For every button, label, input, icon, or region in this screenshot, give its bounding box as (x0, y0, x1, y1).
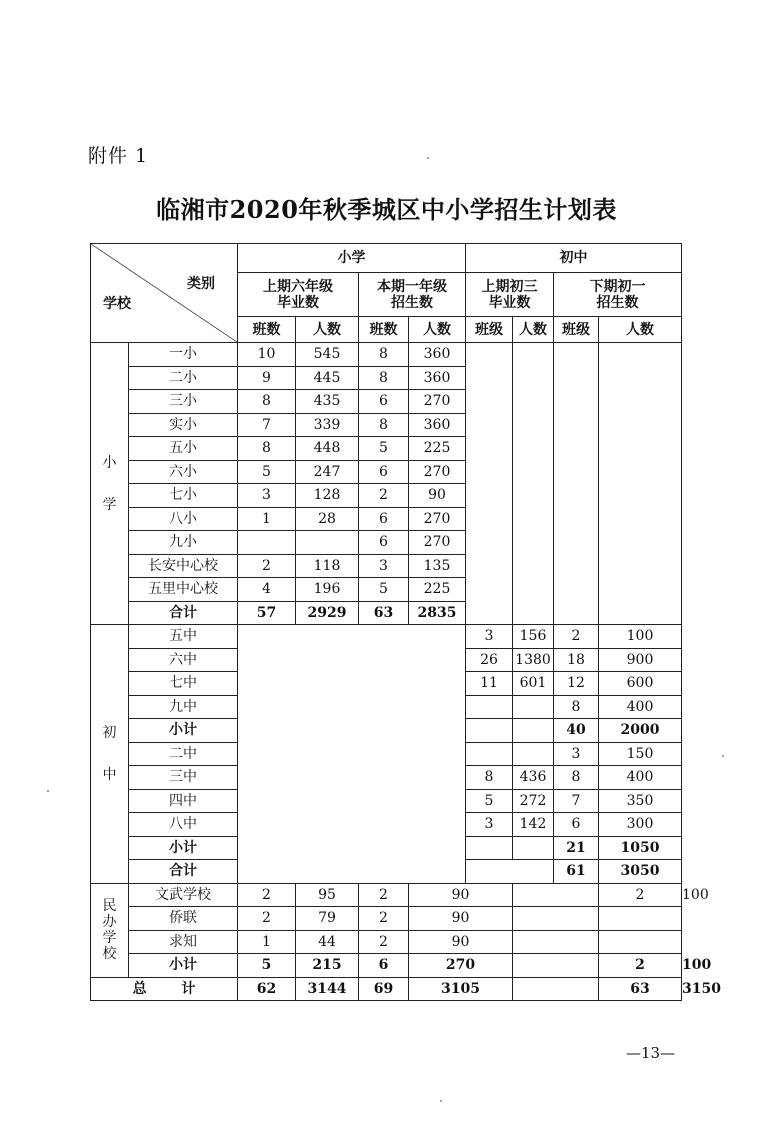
cell: 8 (238, 437, 296, 461)
school-name: 七小 (129, 484, 238, 508)
section-label-char: 办 (102, 914, 117, 930)
cell: 61 (554, 860, 599, 884)
header-group-g1-enrollment (359, 273, 466, 317)
header-line: 本期一年级 (377, 278, 447, 295)
cell: 2 (599, 883, 682, 907)
cell: 3 (554, 742, 599, 766)
cell: 9 (238, 366, 296, 390)
cell: 3 (359, 554, 409, 578)
enrollment-plan-table: 类别 学校 小学 初中 上期六年级 毕业数 本期一年级 招生数 上期初三 毕业数 下期初一 招生数 班数 人数 班数 人数 班级 人数 班级 人数 小 学 一小 10 545 8 360 二小 9 445 8 360 三小 8 435 6 270 实小 7 339 8 360 五小 8 448 5 225 六小 5 247 6 270 七小 3 128 2 90 八小 1 28 6 270 九小 6 270 长安中心校 2 118 3 135 五里中心校 4 196 5 225 合计 57 2929 63 2835 初 中 五中 3 156 2 100 六中 26 1380 18 900 七中 11 601 12 600 九中 8 400 小计 40 2000 二中 3 150 三中 8 436 8 400 四中 5 272 7 350 八中 3 142 6 300 小计 21 1050 合计 61 3050 民 办 学 校 文武学校 2 95 2 90 2 100 侨联 2 79 2 90 求知 1 44 2 90 小计 5 215 6 270 2 100 总 计 62 3144 69 3105 63 3150 (90, 243, 682, 1001)
scan-speck (427, 157, 429, 159)
empty-cell (466, 836, 513, 860)
cell: 3105 (409, 977, 513, 1001)
section-label-char: 校 (102, 946, 117, 962)
page-number: —13— (626, 1044, 676, 1062)
cell: 900 (599, 648, 682, 672)
cell: 142 (513, 813, 554, 837)
cell: 79 (296, 907, 359, 931)
cell: 6 (359, 954, 409, 978)
school-name: 长安中心校 (129, 554, 238, 578)
subheader-cell: 人数 (599, 317, 682, 343)
section-label-primary (91, 343, 129, 625)
section-label-private (91, 883, 129, 977)
section-label-char: 民 (102, 898, 117, 914)
cell: 156 (513, 625, 554, 649)
header-line: 毕业数 (488, 294, 531, 311)
school-name: 七中 (129, 672, 238, 696)
cell: 8 (238, 390, 296, 414)
grand-total-row: 总 计 62 3144 69 3105 63 3150 (91, 977, 682, 1001)
school-name: 二小 (129, 366, 238, 390)
cell: 95 (296, 883, 359, 907)
cell: 448 (296, 437, 359, 461)
subheader-cell: 班数 (359, 317, 409, 343)
cell: 3050 (599, 860, 682, 884)
cell: 545 (296, 343, 359, 367)
cell: 445 (296, 366, 359, 390)
school-name: 实小 (129, 413, 238, 437)
cell: 8 (554, 695, 599, 719)
cell (296, 531, 359, 555)
cell: 8 (359, 413, 409, 437)
cell: 270 (409, 507, 466, 531)
school-name: 求知 (129, 930, 238, 954)
cell: 2000 (599, 719, 682, 743)
section-label-char: 学 (102, 496, 117, 513)
school-name: 一小 (129, 343, 238, 367)
cell: 2929 (296, 601, 359, 625)
empty-cell (513, 883, 599, 907)
cell: 5 (466, 789, 513, 813)
empty-cell (513, 954, 599, 978)
cell: 3 (238, 484, 296, 508)
cell: 1 (238, 507, 296, 531)
cell: 1050 (599, 836, 682, 860)
cell: 5 (238, 460, 296, 484)
cell: 7 (238, 413, 296, 437)
header-group-g6-graduates (238, 273, 359, 317)
subheader-cell: 班级 (466, 317, 513, 343)
section-label-char: 中 (102, 766, 117, 783)
empty-cell (513, 977, 599, 1001)
cell: 2 (359, 930, 409, 954)
cell: 90 (409, 930, 513, 954)
cell: 2 (599, 954, 682, 978)
cell: 5 (359, 578, 409, 602)
cell: 8 (554, 766, 599, 790)
cell: 3144 (296, 977, 359, 1001)
school-name: 九小 (129, 531, 238, 555)
cell: 360 (409, 413, 466, 437)
cell (466, 742, 513, 766)
cell: 63 (599, 977, 682, 1001)
school-name: 九中 (129, 695, 238, 719)
cell: 2 (554, 625, 599, 649)
section-label-char: 学 (102, 930, 117, 946)
cell: 196 (296, 578, 359, 602)
empty-cell (599, 343, 682, 625)
cell: 2835 (409, 601, 466, 625)
header-group-j1-enrollment (554, 273, 682, 317)
cell (466, 695, 513, 719)
cell: 270 (409, 531, 466, 555)
subheader-cell: 人数 (296, 317, 359, 343)
cell: 360 (409, 343, 466, 367)
school-name: 文武学校 (129, 883, 238, 907)
school-name: 五中 (129, 625, 238, 649)
school-name: 三小 (129, 390, 238, 414)
cell: 8 (359, 366, 409, 390)
cell (599, 930, 682, 954)
empty-cell (513, 719, 554, 743)
subtotal-label: 小计 (129, 954, 238, 978)
cell: 2 (238, 554, 296, 578)
subheader-cell: 人数 (513, 317, 554, 343)
cell: 6 (359, 531, 409, 555)
empty-cell (554, 343, 599, 625)
section-label-char: 初 (102, 724, 117, 741)
school-name: 五里中心校 (129, 578, 238, 602)
header-line: 下期初一 (589, 278, 646, 295)
scan-speck (722, 755, 724, 757)
cell: 8 (466, 766, 513, 790)
cell: 4 (238, 578, 296, 602)
corner-category-label: 类别 (187, 276, 215, 292)
total-label: 合计 (129, 601, 238, 625)
school-name: 侨联 (129, 907, 238, 931)
cell: 3 (466, 813, 513, 837)
subheader-cell: 班级 (554, 317, 599, 343)
cell: 26 (466, 648, 513, 672)
header-line: 招生数 (596, 294, 639, 311)
cell: 12 (554, 672, 599, 696)
cell: 128 (296, 484, 359, 508)
cell: 7 (554, 789, 599, 813)
header-line: 上期六年级 (263, 278, 333, 295)
cell: 270 (409, 954, 513, 978)
cell: 3 (466, 625, 513, 649)
cell: 6 (554, 813, 599, 837)
header-group-g9-graduates (466, 273, 554, 317)
cell: 400 (599, 695, 682, 719)
cell: 225 (409, 437, 466, 461)
cell: 2 (359, 484, 409, 508)
empty-cell (513, 907, 599, 931)
cell: 300 (599, 813, 682, 837)
cell: 436 (513, 766, 554, 790)
cell: 6 (359, 390, 409, 414)
empty-cell (513, 930, 599, 954)
scan-speck (47, 790, 49, 792)
cell: 435 (296, 390, 359, 414)
header-line: 招生数 (391, 294, 433, 311)
cell: 40 (554, 719, 599, 743)
corner-header (91, 244, 238, 343)
school-name: 八中 (129, 813, 238, 837)
header-primary: 小学 (238, 244, 466, 273)
school-name: 二中 (129, 742, 238, 766)
cell: 11 (466, 672, 513, 696)
cell: 5 (359, 437, 409, 461)
cell (513, 742, 554, 766)
school-name: 四中 (129, 789, 238, 813)
cell: 2 (359, 907, 409, 931)
cell: 18 (554, 648, 599, 672)
cell: 215 (296, 954, 359, 978)
school-name: 六中 (129, 648, 238, 672)
school-name: 八小 (129, 507, 238, 531)
cell: 339 (296, 413, 359, 437)
cell: 28 (296, 507, 359, 531)
subheader-cell: 班数 (238, 317, 296, 343)
grand-total-label-text: 总 计 (132, 980, 196, 997)
cell: 2 (238, 907, 296, 931)
cell: 62 (238, 977, 296, 1001)
cell: 1 (238, 930, 296, 954)
diagonal-line (91, 244, 237, 342)
empty-cell (466, 719, 513, 743)
cell: 118 (296, 554, 359, 578)
cell: 270 (409, 460, 466, 484)
grand-total-label (91, 977, 238, 1001)
cell: 247 (296, 460, 359, 484)
header-line: 毕业数 (277, 294, 319, 311)
cell: 63 (359, 601, 409, 625)
cell (513, 695, 554, 719)
cell (238, 531, 296, 555)
cell: 360 (409, 366, 466, 390)
page-title: 临湘市2020年秋季城区中小学招生计划表 (156, 195, 617, 224)
cell: 10 (238, 343, 296, 367)
empty-cell (466, 343, 513, 625)
cell: 350 (599, 789, 682, 813)
subheader-cell: 人数 (409, 317, 466, 343)
cell: 6 (359, 507, 409, 531)
subtotal-label: 小计 (129, 719, 238, 743)
cell: 2 (359, 883, 409, 907)
section-label-junior (91, 625, 129, 884)
empty-cell (238, 625, 466, 884)
total-label: 合计 (129, 860, 238, 884)
header-junior: 初中 (466, 244, 682, 273)
cell: 1380 (513, 648, 554, 672)
corner-school-label: 学校 (103, 296, 131, 312)
cell: 44 (296, 930, 359, 954)
section-label-char: 小 (102, 454, 117, 471)
attachment-label: 附件 1 (88, 145, 149, 167)
empty-cell (466, 860, 554, 884)
cell (599, 907, 682, 931)
school-name: 五小 (129, 437, 238, 461)
cell: 90 (409, 907, 513, 931)
cell: 69 (359, 977, 409, 1001)
cell: 600 (599, 672, 682, 696)
cell: 8 (359, 343, 409, 367)
cell: 90 (409, 484, 466, 508)
empty-cell (513, 836, 554, 860)
cell: 272 (513, 789, 554, 813)
cell: 6 (359, 460, 409, 484)
school-name: 三中 (129, 766, 238, 790)
cell: 225 (409, 578, 466, 602)
empty-cell (513, 343, 554, 625)
cell: 601 (513, 672, 554, 696)
cell: 90 (409, 883, 513, 907)
cell: 100 (599, 625, 682, 649)
header-line: 上期初三 (481, 278, 538, 295)
cell: 135 (409, 554, 466, 578)
cell: 2 (238, 883, 296, 907)
scan-speck (440, 1100, 442, 1102)
cell: 21 (554, 836, 599, 860)
cell: 270 (409, 390, 466, 414)
cell: 5 (238, 954, 296, 978)
school-name: 六小 (129, 460, 238, 484)
cell: 57 (238, 601, 296, 625)
cell: 400 (599, 766, 682, 790)
subtotal-label: 小计 (129, 836, 238, 860)
cell: 150 (599, 742, 682, 766)
